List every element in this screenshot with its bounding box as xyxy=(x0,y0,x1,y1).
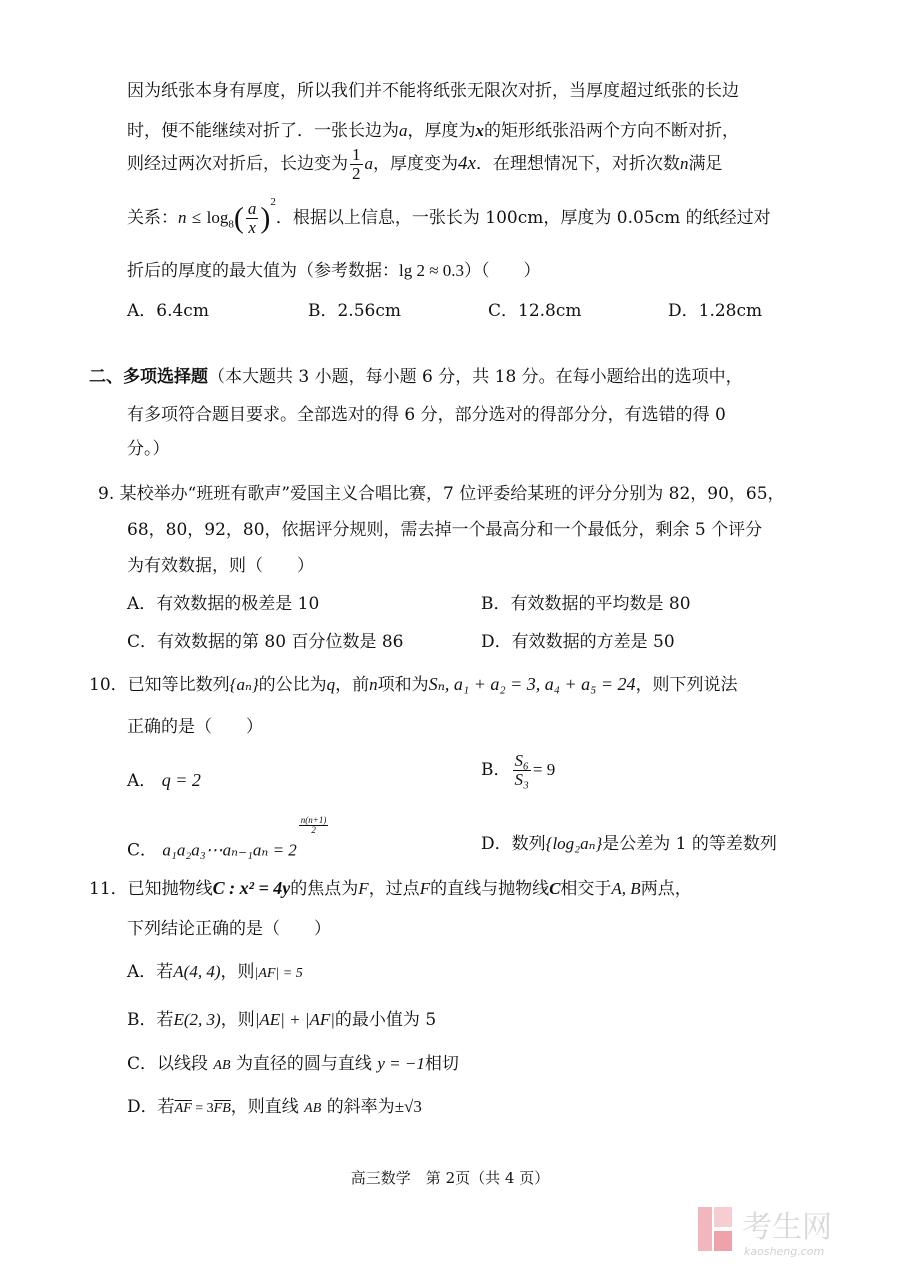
watermark-url: kaosheng.com xyxy=(744,1245,825,1258)
q8-option-d: D．1.28cm xyxy=(668,301,763,321)
q10-option-b: B． $\frac{\text{S₆}}{\text{S₃}}$ = 9 xyxy=(481,751,556,789)
q8-line-4: 关系：$n \le \log_8$( $\frac{a}{x}$ )$^2$．根据以上信息，一张长为 100cm，厚度为 0.05cm 的纸经过对 xyxy=(127,196,771,237)
section-2-line-2: 有多项符合题目要求。全部选对的得 6 分，部分选对的得部分分，有选错的得 0 xyxy=(127,405,726,425)
q9-option-a: A．有效数据的极差是 10 xyxy=(127,594,320,614)
q11-option-d: D．若$\overline{AF} = 3\overline{FB}$，则直线 AB 的斜率为±√3 xyxy=(127,1097,422,1117)
kaosheng-logo-icon xyxy=(690,1199,880,1261)
q11-option-c: C．以线段 AB 为直径的圆与直线 y = −1相切 xyxy=(127,1054,459,1074)
q10-line-2: 正确的是（ ） xyxy=(127,717,263,737)
q10-line-1: 10．已知等比数列{aₙ}的公比为q，前n项和为Sₙ, a₁ + a₂ = 3, a₄ + a₅ = 24，则下列说法 xyxy=(89,674,738,695)
q11-option-b: B．若E(2, 3)，则|AE| + |AF|的最小值为 5 xyxy=(127,1010,437,1030)
q8-line-2: 时，便不能继续对折了．一张长边为a，厚度为x的矩形纸张沿两个方向不断对折， xyxy=(127,121,739,141)
q10-option-c: C． a₁a₂a₃⋯aₙ₋₁aₙ = 2 $\frac{n(n+1)}{2}$ xyxy=(127,815,327,861)
q10-option-d: D．数列{log₂aₙ}是公差为 1 的等差数列 xyxy=(481,834,777,854)
section-2-line-3: 分。） xyxy=(127,439,170,459)
q8-option-b: B．2.56cm xyxy=(308,301,401,321)
q11-line-2: 下列结论正确的是（ ） xyxy=(127,919,331,939)
kaosheng-watermark xyxy=(690,1199,880,1261)
q8-option-a: A．6.4cm xyxy=(127,301,209,321)
q8-line-5: 折后的厚度的最大值为（参考数据：lg 2 ≈ 0.3）（ ） xyxy=(127,261,541,281)
section-2-heading: 二、多项选择题（本大题共 3 小题，每小题 6 分，共 18 分。在每小题给出的选项中， xyxy=(89,367,743,387)
q9-option-c: C．有效数据的第 80 百分位数是 86 xyxy=(127,632,404,652)
q9-option-b: B．有效数据的平均数是 80 xyxy=(481,594,691,614)
q8-option-c: C．12.8cm xyxy=(488,301,582,321)
q9-line-1: 9. 某校举办“班班有歌声”爱国主义合唱比赛，7 位评委给某班的评分分别为 82，90，65， xyxy=(98,484,785,504)
watermark-name: 考生网 xyxy=(742,1210,832,1245)
page-footer: 高三数学 第 2页（共 4 页） xyxy=(350,1169,550,1187)
q8-line-1: 因为纸张本身有厚度，所以我们并不能将纸张无限次对折，当厚度超过纸张的长边 xyxy=(127,81,739,101)
q9-line-3: 为有效数据，则（ ） xyxy=(127,556,314,576)
q8-line-3: 则经过两次对折后，长边变为 $\frac{1}{2}$ a，厚度变为4x．在理想情况下，对折次数n满足 xyxy=(127,145,723,183)
q9-line-2: 68，80，92，80，依据评分规则，需去掉一个最高分和一个最低分，剩余 5 个评分 xyxy=(127,520,763,540)
q10-option-a: A． q = 2 xyxy=(127,770,201,791)
q11-line-1: 11．已知抛物线C : x² = 4y的焦点为F，过点F的直线与抛物线C相交于A, B两点， xyxy=(89,878,692,899)
q11-option-a: A．若A(4, 4)，则|AF| = 5 xyxy=(127,962,303,982)
q9-option-d: D．有效数据的方差是 50 xyxy=(481,632,675,652)
